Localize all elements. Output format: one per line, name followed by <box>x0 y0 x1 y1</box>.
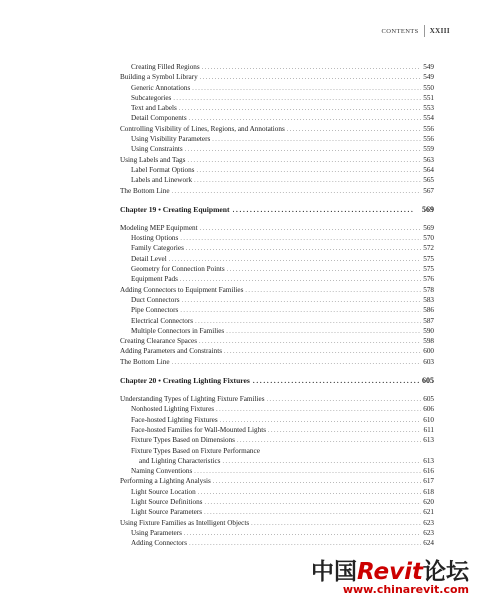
leader-dots <box>199 337 421 347</box>
toc-entry[interactable] <box>120 305 434 315</box>
toc-entry-page: 569 <box>423 223 434 232</box>
toc-entry-title: Using Constraints <box>131 145 183 154</box>
leader-dots <box>268 426 421 436</box>
chapter-page: 569 <box>422 204 434 214</box>
toc-entry[interactable] <box>120 144 434 154</box>
toc-entry-title: Detail Components <box>131 114 187 123</box>
header-divider <box>424 25 425 37</box>
toc-entry[interactable] <box>120 274 434 284</box>
toc-entry-title: Building a Symbol Library <box>120 73 198 82</box>
toc-entry-title: Performing a Lighting Analysis <box>120 477 211 486</box>
site-watermark <box>311 560 469 596</box>
leader-dots <box>212 135 421 145</box>
watermark-brand: Revit <box>356 559 423 585</box>
toc-entry-page: 575 <box>423 254 434 263</box>
toc-entry-title: Controlling Visibility of Lines, Regions, and Annotations <box>120 124 285 133</box>
toc-entry[interactable] <box>120 254 434 264</box>
watermark-suffix: 论坛 <box>423 559 469 585</box>
toc-entry-title: Generic Annotations <box>131 83 191 92</box>
toc-entry-page: 590 <box>423 326 434 335</box>
toc-entry-title: Subcategories <box>131 93 172 102</box>
toc-entry[interactable] <box>120 497 434 507</box>
toc-entry[interactable] <box>120 233 434 243</box>
chapter-title: Chapter 19 • Creating Equipment <box>120 204 230 214</box>
toc-entry-title: Face-hosted Families for Wall-Mounted Lights <box>131 425 267 434</box>
toc-entry-page: 578 <box>423 285 434 294</box>
toc-entry[interactable] <box>120 538 434 548</box>
toc-entry-page: 616 <box>423 467 434 476</box>
toc-entry[interactable] <box>120 264 434 274</box>
toc-entry-title: Duct Connectors <box>131 295 180 304</box>
toc-entry-title: Adding Connectors to Equipment Families <box>120 285 244 294</box>
running-header <box>382 25 450 37</box>
toc-entry-title: Creating Clearance Spaces <box>120 337 198 346</box>
toc-entry-title: Detail Level <box>131 254 167 263</box>
toc-entry[interactable] <box>120 83 434 93</box>
leader-dots <box>233 205 419 215</box>
toc-entry[interactable] <box>120 476 434 486</box>
toc-entry-title: Electrical Connectors <box>131 316 194 325</box>
leader-dots <box>253 376 419 386</box>
toc-group-1 <box>120 62 434 196</box>
toc-entry-page: 549 <box>423 73 434 82</box>
leader-dots <box>182 296 422 306</box>
toc-entry[interactable] <box>120 155 434 165</box>
chapter-page: 605 <box>422 376 434 386</box>
toc-entry[interactable] <box>120 466 434 476</box>
leader-dots <box>224 347 421 357</box>
toc-entry-page: 554 <box>423 114 434 123</box>
toc-entry-page: 556 <box>423 124 434 133</box>
watermark-prefix: 中国 <box>310 559 357 585</box>
leader-dots <box>200 224 422 234</box>
toc-entry[interactable] <box>120 165 434 175</box>
toc-entry-title: Fixture Types Based on Dimensions <box>131 436 235 445</box>
toc-entry[interactable] <box>120 72 434 82</box>
toc-entry-title: Face-hosted Lighting Fixtures <box>131 415 218 424</box>
toc-entry-page: 559 <box>423 145 434 154</box>
toc-entry-title: Family Categories <box>131 244 184 253</box>
toc-entry-title: Pipe Connectors <box>131 306 179 315</box>
toc-entry[interactable] <box>120 175 434 185</box>
leader-dots <box>179 104 421 114</box>
toc-entry[interactable] <box>120 435 434 445</box>
toc-entry-title: Nonhosted Lighting Fixtures <box>131 405 215 414</box>
toc-entry[interactable] <box>120 346 434 356</box>
toc-entry-page: 605 <box>423 395 434 404</box>
toc-entry-title: The Bottom Line <box>120 186 170 195</box>
toc-entry-page: 617 <box>423 477 434 486</box>
toc-entry[interactable] <box>120 528 434 538</box>
leader-dots <box>172 358 422 368</box>
watermark-url: www.chinarevit.com <box>342 583 469 596</box>
toc-entry[interactable] <box>120 507 434 517</box>
leader-dots <box>237 436 421 446</box>
leader-dots <box>200 73 422 83</box>
leader-dots <box>189 539 421 549</box>
toc-entry-title: Using Fixture Families as Intelligent Objects <box>120 518 250 527</box>
chapter-19-heading[interactable] <box>120 205 434 219</box>
toc-entry-page: 600 <box>423 347 434 356</box>
toc-entry[interactable] <box>120 223 434 233</box>
toc-entry[interactable] <box>120 243 434 253</box>
leader-dots <box>180 306 421 316</box>
toc-entry[interactable] <box>120 316 434 326</box>
toc-entry-page: 613 <box>423 456 434 465</box>
toc-entry-page: 587 <box>423 316 434 325</box>
toc-entry[interactable] <box>120 425 434 435</box>
toc-entry[interactable] <box>120 285 434 295</box>
section-title: CONTENTS <box>381 27 419 35</box>
toc-entry-page: 621 <box>423 508 434 517</box>
toc-entry[interactable] <box>120 415 434 425</box>
leader-dots <box>172 187 422 197</box>
toc-entry-title: Equipment Pads <box>131 275 178 284</box>
toc-entry[interactable] <box>120 62 434 72</box>
toc-entry[interactable] <box>120 394 434 404</box>
leader-dots <box>180 234 421 244</box>
leader-dots <box>287 125 421 135</box>
chapter-title: Chapter 20 • Creating Lighting Fixtures <box>120 376 250 386</box>
toc-entry[interactable] <box>120 103 434 113</box>
leader-dots <box>173 94 421 104</box>
toc-entry-page: 606 <box>423 405 434 414</box>
toc-entry-page: 556 <box>423 135 434 144</box>
watermark-logo <box>311 560 469 584</box>
leader-dots <box>251 519 421 529</box>
leader-dots <box>186 244 421 254</box>
toc-entry-page: 624 <box>423 539 434 548</box>
toc-entry-page: 567 <box>423 186 434 195</box>
toc-entry-page: 583 <box>423 295 434 304</box>
toc-entry-title: Text and Labels <box>131 104 177 113</box>
toc-entry-page: 551 <box>423 93 434 102</box>
toc-entry-page: 553 <box>423 104 434 113</box>
toc-entry-title: Fixture Types Based on Fixture Performance <box>131 446 260 455</box>
leader-dots <box>187 156 421 166</box>
toc-entry-title: Adding Connectors <box>131 539 188 548</box>
toc-entry-title: and Lighting Characteristics <box>139 456 221 465</box>
leader-dots <box>194 467 421 477</box>
toc-entry-page: 610 <box>423 415 434 424</box>
leader-dots <box>267 395 422 405</box>
leader-dots <box>185 145 422 155</box>
leader-dots <box>227 265 422 275</box>
toc-entry[interactable] <box>120 404 434 414</box>
toc-entry-title: Adding Parameters and Constraints <box>120 347 223 356</box>
toc-entry-page: 613 <box>423 436 434 445</box>
toc-entry-title: Geometry for Connection Points <box>131 265 225 274</box>
toc-entry-title: Understanding Types of Lighting Fixture Families <box>120 395 265 404</box>
toc-entry-title: Using Parameters <box>131 528 182 537</box>
toc-entry-title: Hosting Options <box>131 234 179 243</box>
toc-entry[interactable] <box>120 93 434 103</box>
toc-entry[interactable] <box>120 124 434 134</box>
toc-entry[interactable] <box>120 113 434 123</box>
toc-entry[interactable] <box>120 446 434 456</box>
toc-entry-title: Light Source Location <box>131 487 196 496</box>
toc-entry-page: 564 <box>423 165 434 174</box>
leader-dots <box>213 477 421 487</box>
leader-dots <box>184 529 421 539</box>
leader-dots <box>226 327 421 337</box>
leader-dots <box>222 457 421 467</box>
toc-entry-page: 575 <box>423 265 434 274</box>
toc-entry[interactable] <box>120 456 434 466</box>
leader-dots <box>245 286 421 296</box>
toc-entry-title: Multiple Connectors in Families <box>131 326 225 335</box>
toc-entry[interactable] <box>120 518 434 528</box>
toc-entry-page: 549 <box>423 63 434 71</box>
toc-entry-title: Using Labels and Tags <box>120 155 186 164</box>
toc-entry-title: Light Source Definitions <box>131 497 203 506</box>
toc-entry-title: Modeling MEP Equipment <box>120 223 198 232</box>
leader-dots <box>202 63 422 73</box>
toc-entry-page: 565 <box>423 176 434 185</box>
toc-entry-title: Light Source Parameters <box>131 508 203 517</box>
toc-entry-page: 603 <box>423 357 434 366</box>
toc-entry[interactable] <box>120 186 434 196</box>
leader-dots <box>192 84 421 94</box>
toc-entry-page: 563 <box>423 155 434 164</box>
toc-entry-page: 550 <box>423 83 434 92</box>
toc-entry-page: 572 <box>423 244 434 253</box>
table-of-contents <box>120 62 434 548</box>
toc-entry[interactable] <box>120 295 434 305</box>
toc-entry-title: The Bottom Line <box>120 357 170 366</box>
leader-dots <box>216 405 421 415</box>
toc-entry[interactable] <box>120 357 434 367</box>
toc-entry-page: 586 <box>423 306 434 315</box>
toc-entry[interactable] <box>120 134 434 144</box>
page-number: XXIII <box>429 27 450 35</box>
toc-entry-title: Label Format Options <box>131 165 195 174</box>
toc-entry[interactable] <box>120 487 434 497</box>
toc-entry-title: Naming Conventions <box>131 467 193 476</box>
toc-entry-page: 623 <box>423 528 434 537</box>
toc-entry[interactable] <box>120 336 434 346</box>
leader-dots <box>198 488 422 498</box>
toc-entry-page: 611 <box>423 425 434 434</box>
leader-dots <box>204 498 421 508</box>
toc-entry-title: Labels and Linework <box>131 176 193 185</box>
toc-entry[interactable] <box>120 326 434 336</box>
toc-entry-page: 598 <box>423 337 434 346</box>
toc-group-3 <box>120 394 434 548</box>
toc-entry-page: 576 <box>423 275 434 284</box>
leader-dots <box>195 317 421 327</box>
toc-entry-page: 618 <box>423 487 434 496</box>
toc-entry-title: Using Visibility Parameters <box>131 135 211 144</box>
chapter-20-heading[interactable] <box>120 376 434 390</box>
toc-entry-page: 570 <box>423 234 434 243</box>
toc-entry-page: 620 <box>423 497 434 506</box>
leader-dots <box>196 166 421 176</box>
toc-entry-title: Creating Filled Regions <box>131 63 200 71</box>
leader-dots <box>194 176 421 186</box>
toc-entry-page: 623 <box>423 518 434 527</box>
toc-group-2 <box>120 223 434 367</box>
